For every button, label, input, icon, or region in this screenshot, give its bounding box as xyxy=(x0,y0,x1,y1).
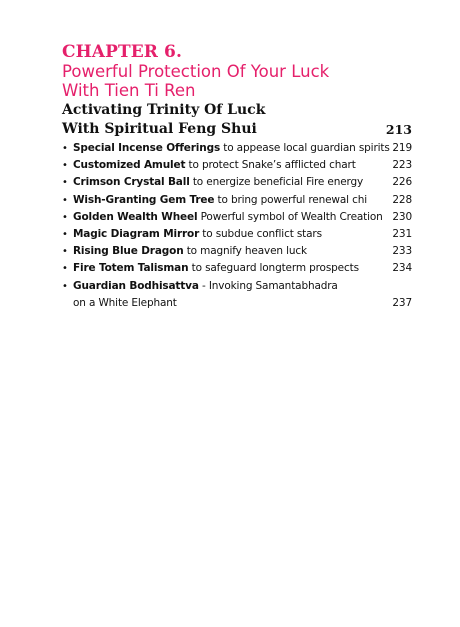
section-title-text: With Spiritual Feng Shui xyxy=(62,121,257,137)
toc-entry-list xyxy=(62,140,412,312)
bullet-icon: • xyxy=(62,194,68,206)
toc-entry-description: to energize beneficial Fire energy xyxy=(189,176,364,189)
chapter-title-line-1: Powerful Protection Of Your Luck xyxy=(62,62,330,81)
section-title-line-2 xyxy=(62,120,412,139)
bullet-icon: • xyxy=(62,177,68,189)
toc-entry-page-number: 231 xyxy=(392,228,412,241)
toc-entry-page-number: 234 xyxy=(392,262,412,275)
toc-entry xyxy=(62,209,412,226)
toc-entry xyxy=(62,226,412,243)
toc-entry-page-number: 230 xyxy=(392,210,412,223)
toc-entry-title: Rising Blue Dragon xyxy=(73,245,184,258)
chapter-heading xyxy=(62,43,422,100)
bullet-icon: • xyxy=(62,229,68,241)
toc-entry-title: Crimson Crystal Ball xyxy=(73,176,190,189)
chapter-title-line-2: With Tien Ti Ren xyxy=(62,81,196,100)
toc-entry-page-number: 233 xyxy=(392,245,412,258)
toc-entry-description: Powerful symbol of Wealth Creation xyxy=(197,210,383,223)
toc-entry-description: to magnify heaven luck xyxy=(183,245,307,258)
toc-entry xyxy=(62,192,412,209)
bullet-icon: • xyxy=(62,160,68,172)
section-heading xyxy=(62,101,412,139)
toc-entry-page-number: 223 xyxy=(392,159,412,172)
toc-entry-page-number: 228 xyxy=(392,193,412,206)
bullet-icon: • xyxy=(62,143,68,154)
toc-entry-description: to protect Snake’s afflicted chart xyxy=(185,159,356,172)
toc-entry-continuation-text: on a White Elephant xyxy=(73,296,177,309)
toc-entry-title: Magic Diagram Mirror xyxy=(73,228,200,241)
bullet-icon: • xyxy=(62,211,68,223)
toc-entry xyxy=(62,278,412,295)
section-title-line-1: Activating Trinity Of Luck xyxy=(62,102,266,118)
bullet-icon: • xyxy=(62,263,68,275)
toc-entry-description: to bring powerful renewal chi xyxy=(214,193,367,206)
toc-entry xyxy=(62,260,412,277)
toc-entry xyxy=(62,157,412,174)
toc-entry-description: to appease local guardian spirits xyxy=(220,142,390,154)
toc-entry-page-number: 219 xyxy=(392,142,412,154)
toc-entry xyxy=(62,140,412,157)
toc-entry-description: to subdue conflict stars xyxy=(199,228,322,241)
toc-entry-title: Wish-Granting Gem Tree xyxy=(73,193,215,206)
toc-entry-continuation xyxy=(62,295,412,312)
bullet-icon: • xyxy=(62,280,68,292)
toc-entry-title: Customized Amulet xyxy=(73,159,186,172)
toc-entry-description: - Invoking Samantabhadra xyxy=(198,279,338,292)
toc-entry xyxy=(62,243,412,260)
toc-entry-title: Guardian Bodhisattva xyxy=(73,279,199,292)
toc-entry-page-number: 226 xyxy=(392,176,412,189)
toc-entry-page-number: 237 xyxy=(392,296,412,309)
toc-entry-title: Special Incense Offerings xyxy=(73,142,221,154)
toc-entry-description: to safeguard longterm prospects xyxy=(188,262,359,275)
toc-entry-title: Golden Wealth Wheel xyxy=(73,210,198,223)
toc-entry xyxy=(62,174,412,191)
toc-entry-title: Fire Totem Talisman xyxy=(73,262,189,275)
bullet-icon: • xyxy=(62,246,68,258)
section-page-number: 213 xyxy=(385,122,412,137)
chapter-number: CHAPTER 6. xyxy=(62,42,182,62)
